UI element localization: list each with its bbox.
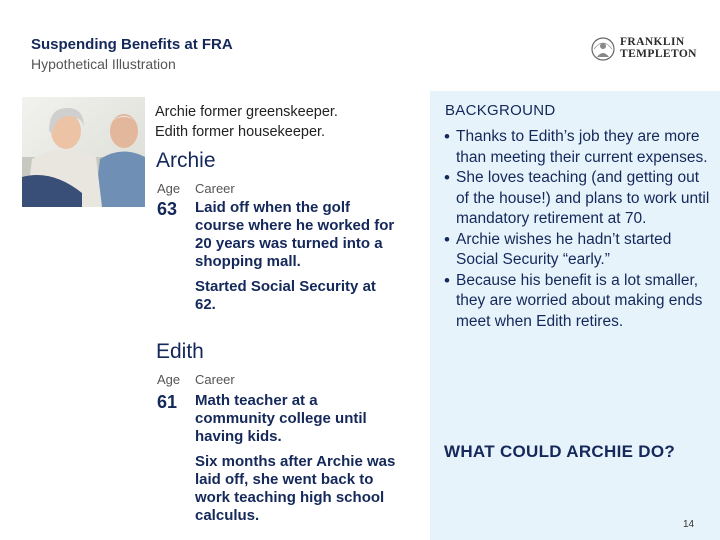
background-heading: BACKGROUND — [445, 102, 556, 119]
edith-career-item: Math teacher at a community college until having kids. — [195, 392, 367, 445]
archie-career-item: Started Social Security at 62. — [195, 278, 376, 313]
question-heading: WHAT COULD ARCHIE DO? — [444, 442, 676, 461]
archie-career-item: Laid off when the golf course where he worked for 20 years was turned into a shopping mall. — [195, 199, 395, 270]
edith-career-label: Career — [195, 372, 235, 387]
intro-line-2: Edith former housekeeper. — [155, 124, 326, 140]
bullet-text: Thanks to Edith’s job they are more than meeting their current expenses. — [456, 128, 708, 166]
bullet-marker: • — [444, 270, 450, 290]
edith-age-label: Age — [157, 372, 181, 387]
archie-age-label: Age — [157, 181, 181, 196]
couple-photo — [22, 97, 145, 207]
archie-name: Archie — [156, 149, 216, 172]
logo-text — [620, 36, 697, 60]
archie-career — [195, 199, 400, 321]
bullet-text: She loves teaching (and getting out of the house!) and plans to work until mandatory retirement at 70. — [456, 169, 710, 227]
edith-career-item: Six months after Archie was laid off, she went back to work teaching high school calculus. — [195, 453, 396, 524]
bullet-text: Because his benefit is a lot smaller, they are worried about making ends meet when Edith retires. — [456, 271, 703, 330]
franklin-templeton-logo — [590, 34, 702, 64]
logo-emblem-icon — [590, 35, 616, 63]
logo-line1: FRANKLIN — [620, 36, 685, 48]
background-bullets — [444, 127, 714, 332]
page-number: 14 — [683, 519, 695, 530]
archie-age: 63 — [157, 199, 178, 219]
bullet-marker: • — [444, 168, 450, 187]
slide-subtitle: Hypothetical Illustration — [31, 56, 176, 72]
bullet-marker: • — [444, 229, 450, 249]
edith-name: Edith — [156, 340, 204, 363]
intro-line-1: Archie former greenskeeper. — [155, 104, 338, 120]
bullet-text: Archie wishes he hadn’t started Social Security “early.” — [456, 230, 672, 268]
bullet-item — [444, 168, 714, 230]
edith-age: 61 — [157, 392, 178, 412]
bullet-item — [444, 230, 714, 271]
intro-text — [155, 102, 395, 142]
archie-career-label: Career — [195, 181, 235, 196]
bullet-item — [444, 271, 714, 333]
logo-line2: TEMPLETON — [620, 48, 697, 60]
bullet-marker: • — [444, 127, 450, 146]
edith-career — [195, 392, 400, 532]
slide-title: Suspending Benefits at FRA — [31, 36, 233, 53]
bullet-item — [444, 127, 714, 168]
